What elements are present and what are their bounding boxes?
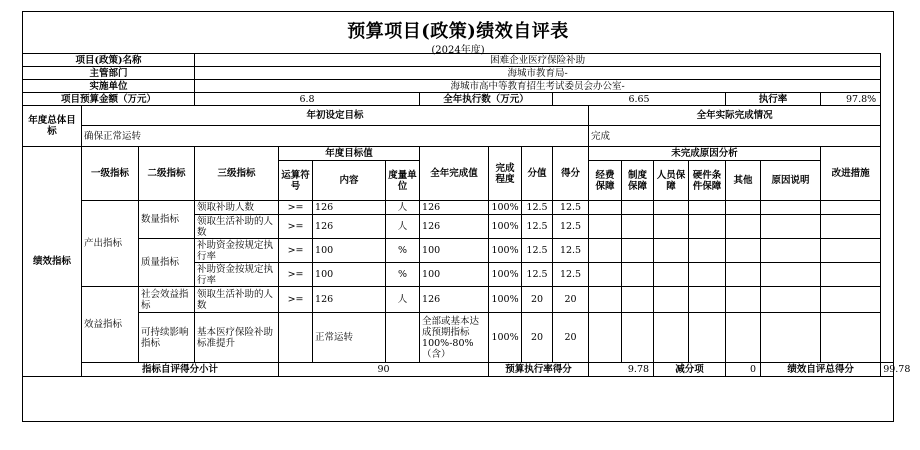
deduct-label: 减分项 [654,363,726,377]
degree-cell: 100% [489,215,522,239]
subtotal-label: 指标自评得分小计 [82,363,279,377]
page-title: 预算项目(政策)绩效自评表 [347,21,569,42]
initial-goal: 确保正常运转 [82,126,589,147]
l3-cell: 领取补助人数 [195,201,279,215]
exec-label: 全年执行数（万元） [420,93,553,106]
op-cell [279,313,313,363]
indicator-header-row-1 [23,147,894,161]
unit-value: 海城市高中等教育招生考试委员会办公室- [195,80,881,93]
dept-value: 海城市教育局- [195,67,881,80]
deduct-value: 0 [726,363,761,377]
project-name-label: 项目(政策)名称 [23,54,195,67]
full-value-header: 全年完成值 [420,147,489,201]
unit-cell: 人 [386,215,420,239]
content-header: 内容 [313,161,386,201]
value-cell: 100 [420,263,489,287]
value-cell: 100 [420,239,489,263]
table-row [23,201,894,215]
group-social: 社会效益指标 [139,287,195,313]
group-quality: 质量指标 [139,239,195,287]
score-header: 得分 [553,147,589,201]
unit-cell: % [386,239,420,263]
total-value: 99.78 [881,363,894,377]
report-year: (2024年度) [431,45,485,56]
value-cell: 126 [420,201,489,215]
unit-cell: 人 [386,201,420,215]
op-cell: >= [279,263,313,287]
weight-cell: 12.5 [522,201,553,215]
table-row [23,287,894,313]
weight-cell: 20 [522,313,553,363]
footer-row [23,363,894,377]
total-label: 绩效自评总得分 [761,363,881,377]
actual-goal-label: 全年实际完成情况 [589,106,881,126]
content-cell: 126 [313,287,386,313]
weight-cell: 12.5 [522,215,553,239]
degree-cell: 100% [489,263,522,287]
value-cell: 全部或基本达成预期指标100%-80%（含） [420,313,489,363]
l3-cell: 补助资金按规定执行率 [195,263,279,287]
info-row-budget [23,93,894,106]
weight-cell: 12.5 [522,239,553,263]
score-cell: 20 [553,287,589,313]
score-cell: 12.5 [553,201,589,215]
reason-note-header: 原因说明 [761,161,821,201]
content-cell: 100 [313,263,386,287]
weight-cell: 12.5 [522,263,553,287]
actual-goal: 完成 [589,126,881,147]
l3-cell: 基本医疗保险补助标准提升 [195,313,279,363]
reason-funding-header: 经费保障 [589,161,622,201]
table-row [23,239,894,263]
budget-score-label: 预算执行率得分 [489,363,589,377]
unit-header: 度量单位 [386,161,420,201]
overall-goal-label: 年度总体目标 [23,106,82,147]
reason-staff-header: 人员保障 [654,161,689,201]
op-cell: >= [279,239,313,263]
group-output: 产出指标 [82,201,139,287]
op-cell: >= [279,215,313,239]
group-benefit: 效益指标 [82,287,139,363]
budget-score-value: 9.78 [589,363,654,377]
degree-cell: 100% [489,201,522,215]
score-cell: 20 [553,313,589,363]
l2-header: 二级指标 [139,147,195,201]
weight-cell: 20 [522,287,553,313]
content-cell: 正常运转 [313,313,386,363]
info-row-unit [23,80,894,93]
subtotal-value: 90 [279,363,489,377]
initial-goal-label: 年初设定目标 [82,106,589,126]
budget-value: 6.8 [195,93,420,106]
reasons-header: 未完成原因分析 [589,147,821,161]
unit-cell: % [386,263,420,287]
content-cell: 126 [313,201,386,215]
reason-hardware-header: 硬件条件保障 [689,161,726,201]
score-cell: 12.5 [553,239,589,263]
rate-label: 执行率 [726,93,821,106]
goals-content-row [23,126,894,147]
degree-cell: 100% [489,313,522,363]
group-sustain: 可持续影响指标 [139,313,195,363]
indicator-section-label: 绩效指标 [23,147,82,377]
exec-value: 6.65 [553,93,726,106]
budget-label: 项目预算金额（万元） [23,93,195,106]
degree-cell: 100% [489,287,522,313]
content-cell: 100 [313,239,386,263]
unit-label: 实施单位 [23,80,195,93]
reason-other-header: 其他 [726,161,761,201]
degree-cell: 100% [489,239,522,263]
measures-header: 改进措施 [821,147,881,201]
l3-header: 三级指标 [195,147,279,201]
project-name: 困难企业医疗保险补助 [195,54,881,67]
evaluation-table [22,53,911,377]
info-row-dept [23,67,894,80]
l3-cell: 补助资金按规定执行率 [195,239,279,263]
goals-header-row [23,106,894,126]
table-row [23,313,894,363]
op-cell: >= [279,287,313,313]
value-cell: 126 [420,287,489,313]
group-quantity: 数量指标 [139,201,195,239]
score-cell: 12.5 [553,215,589,239]
op-header: 运算符号 [279,161,313,201]
degree-header: 完成程度 [489,147,522,201]
l1-header: 一级指标 [82,147,139,201]
l3-cell: 领取生活补助的人数 [195,215,279,239]
weight-header: 分值 [522,147,553,201]
l3-cell: 领取生活补助的人数 [195,287,279,313]
unit-cell: 人 [386,287,420,313]
year-target-header: 年度目标值 [279,147,420,161]
dept-label: 主管部门 [23,67,195,80]
content-cell: 126 [313,215,386,239]
value-cell: 126 [420,215,489,239]
unit-cell [386,313,420,363]
score-cell: 12.5 [553,263,589,287]
reason-system-header: 制度保障 [622,161,654,201]
info-row-project [23,54,894,67]
rate-value: 97.8% [821,93,881,106]
op-cell: >= [279,201,313,215]
